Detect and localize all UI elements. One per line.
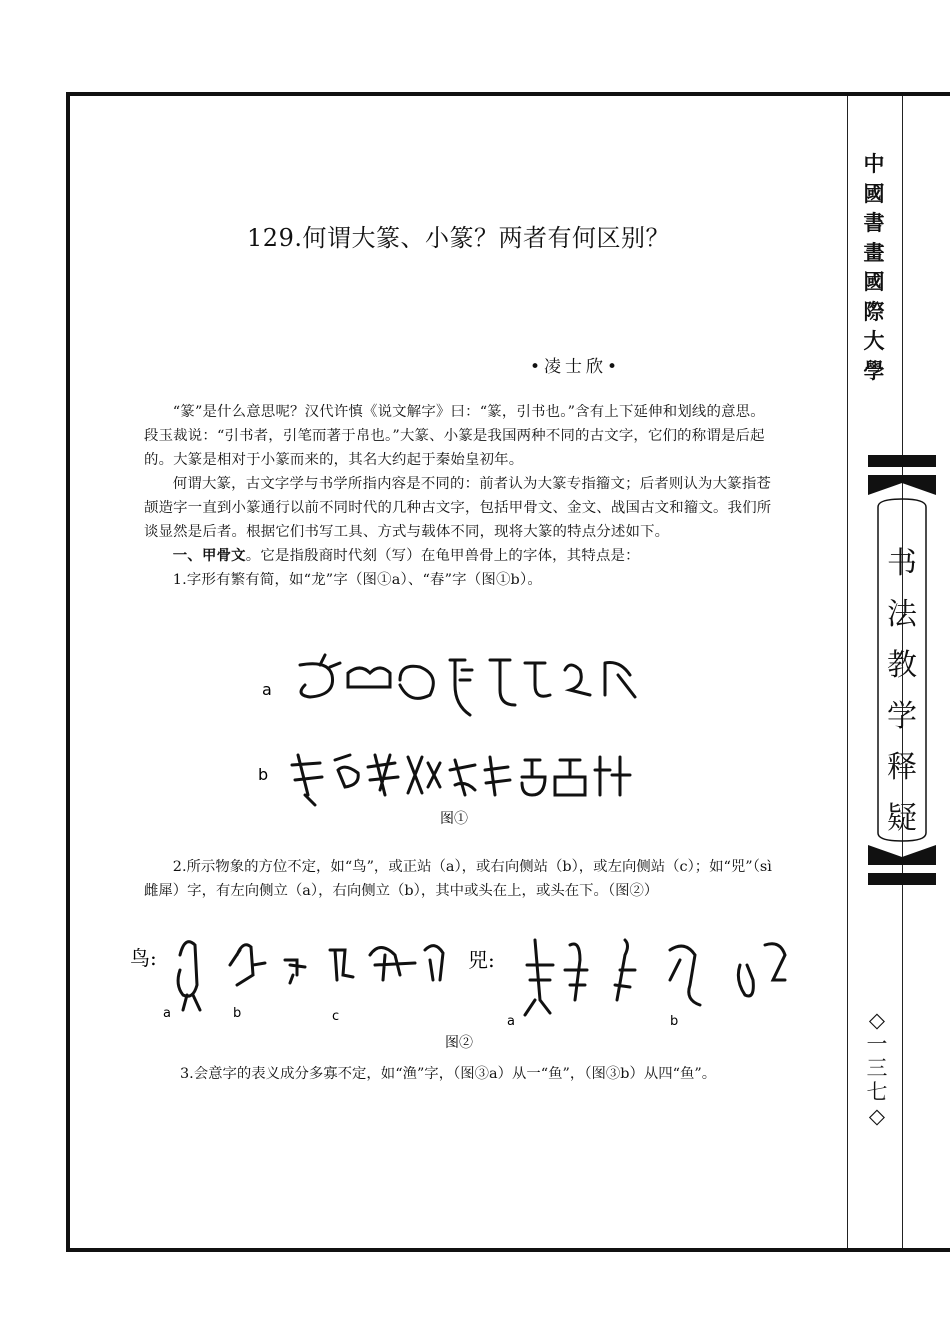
bird-character: 鸟:: [130, 946, 157, 970]
oracle-bone-figure-2: [125, 925, 805, 1051]
oracle-bone-figure-1: [250, 645, 650, 825]
sidebar-rule: [847, 96, 848, 1248]
figure-caption: 图②: [445, 1035, 473, 1051]
article-body: [144, 400, 772, 592]
figure-label: b: [233, 1006, 242, 1021]
figure-label-b: b: [258, 765, 269, 784]
page-number: ◇ 一 三 七 ◇: [866, 1008, 888, 1128]
figure-label: a: [507, 1014, 515, 1029]
rhino-glyphs: [525, 940, 785, 1015]
paragraph: 一、甲骨文。它是指殷商时代刻（写）在龟甲兽骨上的字体，其特点是：: [172, 547, 640, 564]
rhino-character: 兕:: [468, 948, 495, 972]
section-heading: 一、甲骨文: [172, 547, 246, 564]
paragraph-2: [144, 855, 772, 903]
paragraph: 1.字形有繁有简，如“龙”字（图①a）、“春”字（图①b）。: [172, 572, 542, 588]
figure-caption: 图①: [440, 811, 468, 827]
dragon-glyphs: [300, 655, 635, 715]
figure-label: a: [163, 1006, 171, 1021]
paragraph: 2.所示物象的方位不定，如“鸟”，或正站（a），或右向侧站（b），或左向侧站（c）；如“兕”（sì 雌犀）字，有左向侧立（a），右向侧立（b），其中或头在上，或头在下。（图②）: [144, 859, 772, 899]
figure-label: c: [332, 1009, 340, 1024]
paragraph: 何谓大篆，古文字学与书学所指内容是不同的：前者认为大篆专指籀文；后者则认为大篆指苍颉造字一直到小篆通行以前不同时代的几种古文字，包括甲骨文、金文、战国古文和籀文。我们所谈显然是后者。根据它们书写工具、方式与载体不同，现将大篆的特点分述如下。: [144, 476, 772, 540]
series-name: 中 國 書 畫 國 際 大 學: [863, 152, 885, 383]
paragraph: “篆”是什么意思呢？汉代许慎《说文解字》曰：“篆，引书也。”含有上下延伸和划线的意思。段玉裁说：“引书者，引笔而著于帛也。”大篆、小篆是我国两种不同的古文字，它们的称谓是后起的。大篆是相对于小篆而来的，其名大约起于秦始皇初年。: [144, 404, 765, 468]
book-title: 书 法 教 学 释 疑: [887, 546, 917, 836]
article-title: 129.何谓大篆、小篆？两者有何区别？: [247, 224, 670, 252]
figure-label: b: [670, 1014, 679, 1029]
author-name: •凌士欣•: [530, 357, 622, 377]
spring-glyphs: [292, 755, 630, 805]
bird-glyphs: [178, 942, 443, 1010]
paragraph-3: 3.会意字的表义成分多寡不定，如“渔”字，（图③a）从一“鱼”，（图③b）从四“鱼”。: [180, 1066, 717, 1082]
figure-label-a: a: [262, 680, 272, 699]
